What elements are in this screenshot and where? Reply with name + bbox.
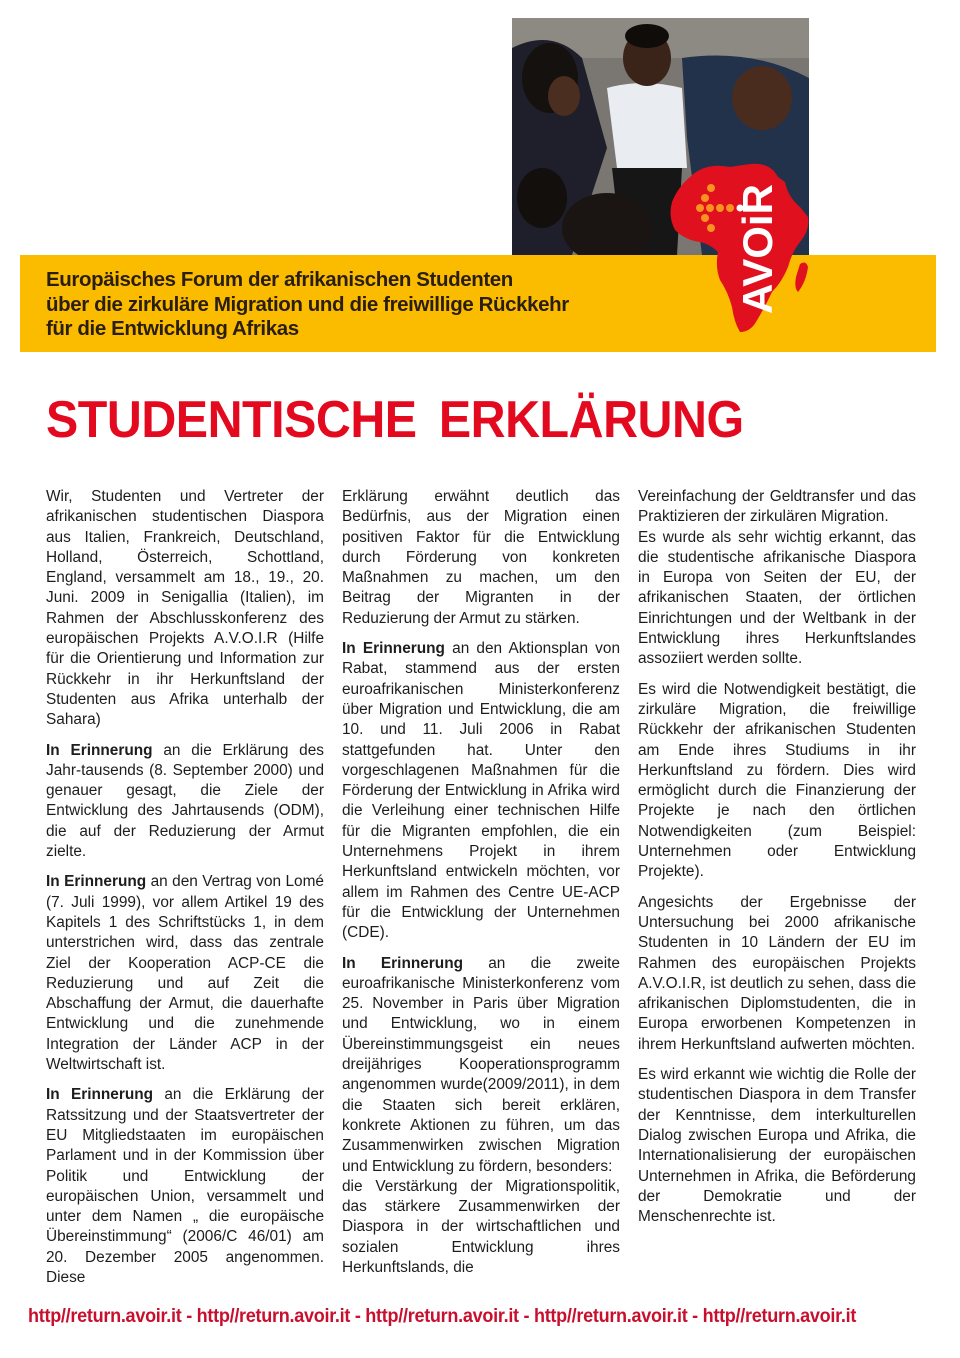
paragraph-text: an die Erklärung der Ratssitzung und der Staatsvertreter der EU Mitgliedstaaten im europäischen Parlament und in der Kommission über Politik und Entwicklung der europäischen Union, versammelt und unter dem Namen „ die europäische Übereinstimmung“ (2006/C 46/01) am 20. Dezember 2005 angenommen. Diese	[46, 1086, 324, 1286]
paragraph-text: Es wird die Notwendigkeit bestätigt, die zirkuläre Migration, die freiwillige Rückkehr der afrikanischen Studenten am Ende ihres Studiums in ihr Herkunftsland zu fördern. Dies wird ermöglicht durch die Finanzierung der Projekte je nach den örtlichen Notwendigkeiten (zum Beispiel: Unternehmen oder Entwicklung Projekte).	[638, 680, 916, 881]
paragraph-text: Es wird erkannt wie wichtig die Rolle der studentischen Diaspora in dem Transfer der Kenntnisse, dem interkulturellen Dialog zwischen Europa und Afrika, die Internationalisierung der europäischen Unternehmen in Afrika, die Beförderung der Demokratie und der Menschenrechte ist.	[638, 1066, 916, 1226]
logo-wordmark: AVOiR	[734, 184, 781, 314]
paragraph	[46, 872, 324, 1075]
paragraph	[342, 1177, 620, 1278]
paragraph-text: an die zweite euroafrikanische Ministerkonferenz vom 25. November in Paris über Migration und Entwicklung, wo in einem Übereinstimmungsgeist ein neues dreijähriges Kooperationsprogramm angenommen wurde(2009/2011), in dem die Staaten sich bereit erklären, konkrete Aktionen zu führen, um das Zusammenwirken zwischen Migration und Entwicklung zu fördern, besonders:	[342, 954, 620, 1175]
paragraph	[342, 639, 620, 943]
footer-website-links[interactable]: http//return.avoir.it - http//return.avoir.it - http//return.avoir.it - http//return.avoir.it - http//return.avoir.it	[28, 1306, 857, 1327]
paragraph	[638, 893, 916, 1055]
africa-map-icon	[660, 142, 820, 342]
paragraph-text: die Verstärkung der Migrationspolitik, das stärkere Zusammenwirken der Diaspora in der wirtschaftlichen und sozialen Entwicklung ihres Herkunftslands, die	[342, 1177, 620, 1276]
paragraph	[342, 954, 620, 1177]
document-title: STUDENTISCHE ERKLÄRUNG	[46, 391, 744, 449]
paragraph	[342, 487, 620, 629]
paragraph	[638, 680, 916, 883]
subtitle-line-2: über die zirkuläre Migration und die freiwillige Rückkehr	[46, 292, 569, 316]
paragraph-text: Wir, Studenten und Vertreter der afrikanischen studentischen Diaspora aus Italien, Frankreich, Deutschland, Holland, Österreich, Schottland, England, versammelt am 18., 19., 20. Juni. 2009 in Senigallia (Italien), im Rahmen der Abschlusskonferenz des europäischen Projekts A.V.O.I.R (Hilfe für die Orientierung und Information zur Rückkehr in ihr Herkunftsland der Studenten aus Afrika unterhalb der Sahara)	[46, 488, 324, 729]
paragraph-text: Vereinfachung der Geldtransfer und das Praktizieren der zirkulären Migration.	[638, 488, 916, 526]
paragraph-text: Es wurde als sehr wichtig erkannt, das die studentische afrikanische Diaspora in Europa von Seiten der EU, der afrikanischen Staaten, der örtlichen Einrichtungen und der Weltbank in der Entwicklung ihres Herkunftslandes assoziiert werden sollte.	[638, 528, 916, 668]
paragraph-lead: In Erinnerung	[46, 1086, 154, 1104]
paragraph-lead: In Erinnerung	[342, 640, 445, 658]
subtitle-line-3: für die Entwicklung Afrikas	[46, 317, 299, 340]
text-column-3	[638, 487, 916, 1237]
forum-subtitle	[46, 268, 569, 342]
paragraph	[46, 487, 324, 731]
subtitle-line-1: Europäisches Forum der afrikanischen Studenten	[46, 268, 513, 291]
paragraph	[46, 1085, 324, 1288]
avoir-logo	[660, 142, 820, 342]
paragraph-text: Erklärung erwähnt deutlich das Bedürfnis, aus der Migration einen positiven Faktor für die Entwicklung durch Förderung von konkreten Maßnahmen zu machen, um den Beitrag der Migranten in der Reduzierung der Armut zu stärken.	[342, 488, 620, 627]
paragraph-lead: In Erinnerung	[46, 873, 147, 891]
text-column-1	[46, 487, 324, 1298]
paragraph	[46, 741, 324, 863]
text-column-2	[342, 487, 620, 1288]
paragraph	[638, 1065, 916, 1227]
paragraph-text: an den Vertrag von Lomé (7. Juli 1999), vor allem Artikel 19 des Kapitels 1 des Schriftstücks 1, in dem unterstrichen wird, dass das zentrale Ziel der Kooperation ACP-CE die Reduzierung und auf Zeit die Abschaffung der Armut, die dauerhafte Entwicklung und die zunehmende Integration der Länder ACP in der Weltwirtschaft ist.	[46, 873, 324, 1074]
paragraph-text: an den Aktionsplan von Rabat, stammend aus der ersten euroafrikanischen Ministerkonferenz über Migration und Entwicklung, die am 10. und 11. Juli 2006 in Rabat stattgefunden hat. Unter den vorgeschlagenen Maßnahmen für die Förderung der Entwicklung in Afrika wird die Verleihung einer technischen Hilfe für die Migranten empfohlen, die ein Unternehmens Projekt in ihrem Herkunftsland entwickeln möchten, vor allem im Rahmen des Centre UE-ACP für die Entwicklung der Unternehmen (CDE).	[342, 640, 621, 942]
paragraph-lead: In Erinnerung	[342, 954, 463, 972]
paragraph-text: Angesichts der Ergebnisse der Untersuchung bei 2000 afrikanische Studenten in 10 Ländern der EU im Rahmen des europäischen Projekts A.V.O.I.R, ist deutlich zu sehen, dass die afrikanischen Diplomstudenten, die in Europa erworbenen Kompetenzen in ihrem Herkunftsland aufwerten möchten.	[638, 893, 916, 1053]
paragraph-text: an die Erklärung des Jahr-tausends (8. September 2000) und genauer gesagt, die Ziele der Entwicklung des Jahrtausends (ODM), die auf der Reduzierung der Armut zielte.	[46, 741, 324, 861]
paragraph	[638, 528, 916, 670]
paragraph	[638, 487, 916, 528]
paragraph-lead: In Erinnerung	[46, 741, 153, 759]
